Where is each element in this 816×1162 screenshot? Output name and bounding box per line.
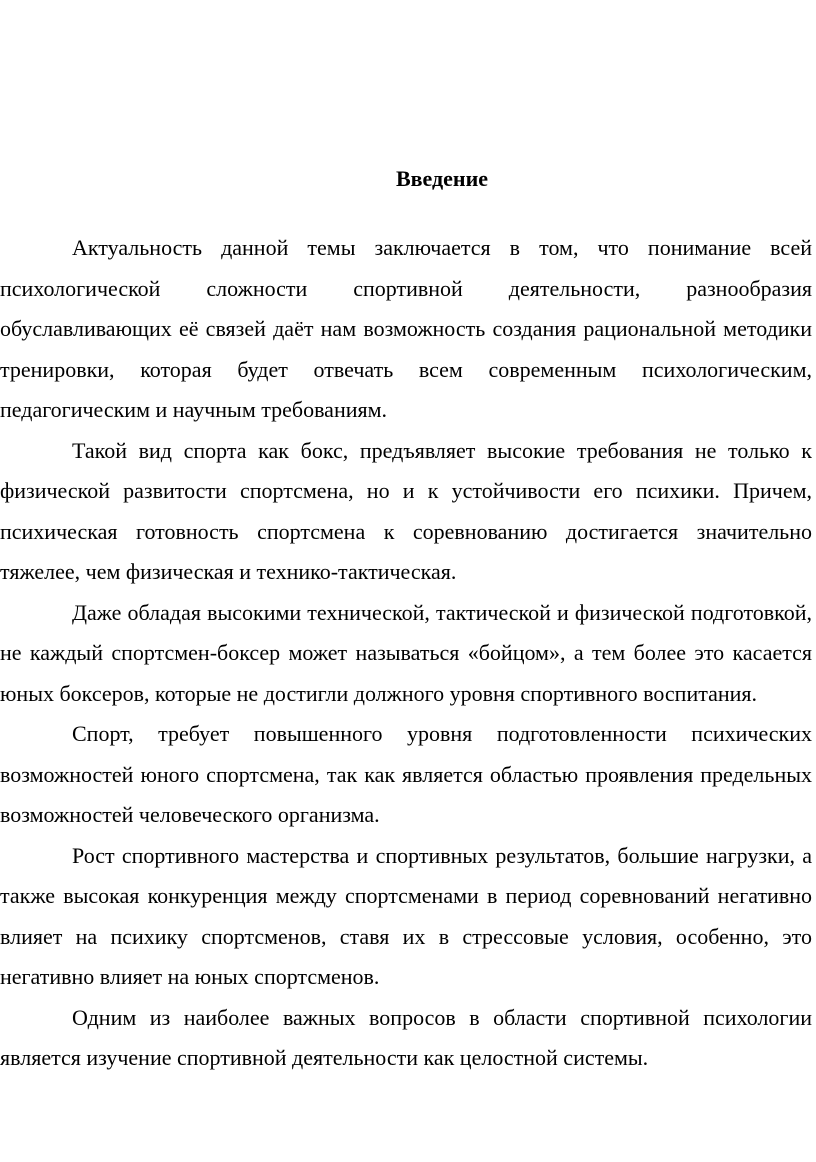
paragraph-relevance: Актуальность данной темы заключается в том, что понимание всей психологической сложности спортивной деятельности, разнообразия обуславливающих её связей даёт нам возможность создания рациональной методики тренировки, которая будет отвечать всем современным психологическим, педагогическим и научным требованиям.	[0, 235, 812, 422]
document-body	[0, 228, 812, 1079]
paragraph-sport-demands: Спорт, требует повышенного уровня подготовленности психических возможностей юного спортсмена, так как является областью проявления предельных возможностей человеческого организма.	[0, 721, 812, 827]
page-title: Введение	[395, 165, 489, 191]
paragraph-fighter: Даже обладая высокими технической, тактической и физической подготовкой, не каждый спортсмен-боксер может называться «бойцом», а тем более это касается юных боксеров, которые не достигли должного уровня спортивного воспитания.	[0, 599, 812, 706]
paragraph-sport-psychology: Одним из наиболее важных вопросов в области спортивной психологии является изучение спортивной деятельности как целостной системы.	[0, 1004, 812, 1070]
paragraph-competition-stress: Рост спортивного мастерства и спортивных результатов, большие нагрузки, а также высокая конкуренция между спортсменами в период соревнований негативно влияет на психику спортсменов, ставя их в стрессовые условия, особенно, это негативно влияет на юных спортсменов.	[0, 842, 812, 989]
paragraph-boxing-requirements: Такой вид спорта как бокс, предъявляет высокие требования не только к физической развитости спортсмена, но и к устойчивости его психики. Причем, психическая готовность спортсмена к соревнованию достигается значительно тяжелее, чем физическая и технико-тактическая.	[0, 437, 812, 584]
